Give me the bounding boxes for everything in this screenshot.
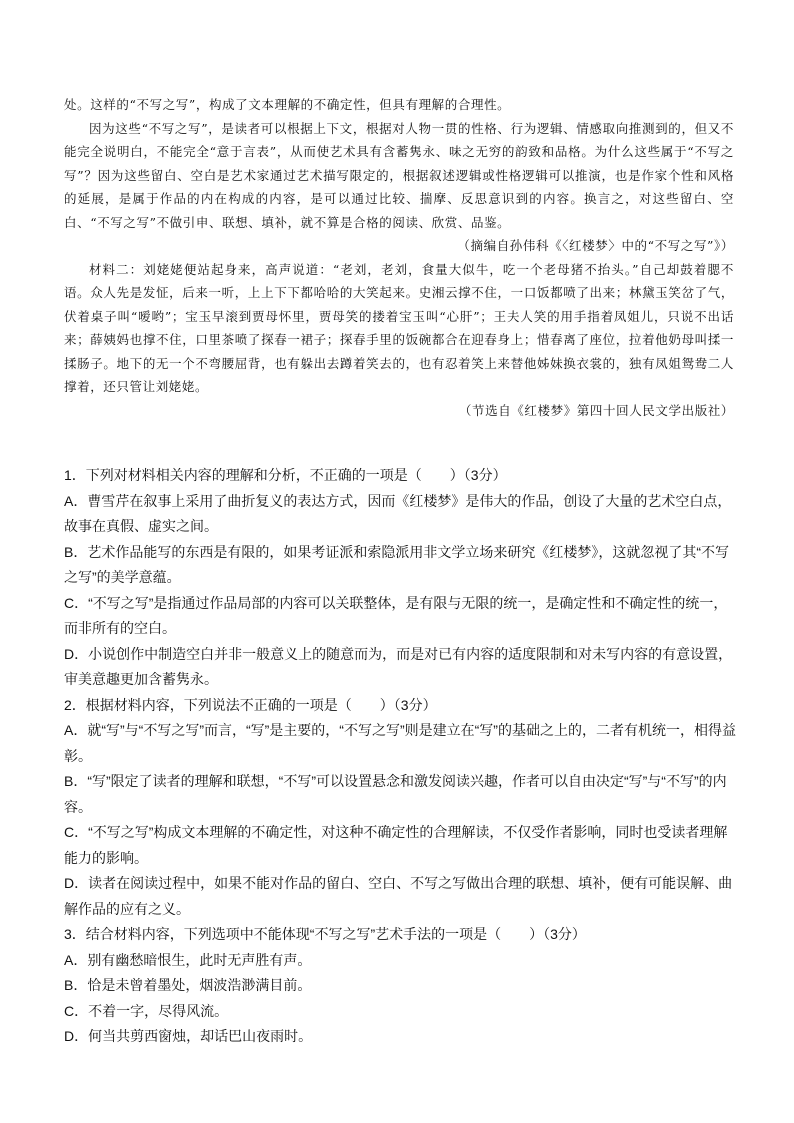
answer-option: D．小说创作中制造空白并非一般意义上的随意而为，而是对已有内容的适度限制和对未写内容的有意设置，审美意趣更加含蓄隽永。	[64, 645, 733, 687]
answer-option: A．就“写”与“不写之写”而言，“写”是主要的，“不写之写”则是建立在“写”的基础之上的，二者有机统一，相得益彰。	[64, 722, 736, 764]
passage-paragraph: 材料二：刘姥姥便站起身来，高声说道：“老刘，老刘，食量大似牛，吃一个老母猪不抬头。”自己却鼓着腮不语。众人先是发怔，后来一听，上上下下都哈哈的大笑起来。史湘云撑不住，一口饭都喷了出来；林黛玉笑岔了气，伏着桌子叫“嗳哟”；宝玉早滚到贾母怀里，贾母笑的搂着宝玉叫“心肝”；王夫人笑的用手指着凤姐儿，只说不出话来；薛姨妈也撑不住，口里茶喷了探春一裙子；探春手里的饭碗都合在迎春身上；惜春离了座位，拉着他奶母叫揉一揉肠子。地下的无一个不弯腰屈背，也有躲出去蹲着笑去的，也有忍着笑上来替他姊妹换衣裳的，独有凤姐鸳鸯二人撑着，还只管让刘姥姥。	[64, 261, 734, 394]
question-stem: 3．结合材料内容，下列选项中不能体现“不写之写”艺术手法的一项是（ ）（3分）	[64, 926, 586, 942]
question	[64, 922, 736, 1050]
answer-option: A．曹雪芹在叙事上采用了曲折复义的表达方式，因而《红楼梦》是伟大的作品，创设了大量的艺术空白点，故事在真假、虚实之间。	[64, 492, 732, 534]
answer-option: D．读者在阅读过程中，如果不能对作品的留白、空白、不写之写做出合理的联想、填补，便有可能误解、曲解作品的应有之义。	[64, 875, 733, 917]
answer-option: D．何当共剪西窗烛，却话巴山夜雨时。	[64, 1028, 313, 1044]
question	[64, 463, 736, 693]
reading-passage	[64, 93, 734, 422]
passage-source: （节选自《红楼梦》第四十回人民文学出版社）	[458, 402, 734, 418]
question-stem: 1．下列对材料相关内容的理解和分析，不正确的一项是（ ）（3分）	[64, 467, 507, 483]
answer-option: C．“不写之写”是指通过作品局部的内容可以关联整体，是有限与无限的统一，是确定性和不确定性的统一，而非所有的空白。	[64, 594, 728, 636]
answer-option: B．“写”限定了读者的理解和联想，“不写”可以设置悬念和激发阅读兴趣，作者可以自由决定“写”与“不写”的内容。	[64, 773, 727, 815]
answer-option: C．不着一字，尽得风流。	[64, 1002, 229, 1019]
answer-option: B．恰是未曾着墨处，烟波浩渺满目前。	[64, 977, 312, 993]
answer-option: A．别有幽愁暗恨生，此时无声胜有声。	[64, 951, 312, 968]
passage-paragraph: 处。这样的“不写之写”，构成了文本理解的不确定性，但具有理解的合理性。	[64, 97, 511, 112]
question-stem: 2．根据材料内容，下列说法不正确的一项是（ ）（3分）	[64, 696, 437, 713]
passage-source: （摘编自孙伟科《〈红楼梦〉中的“不写之写”》）	[457, 238, 734, 253]
question-list	[64, 463, 736, 1050]
answer-option: C．“不写之写”构成文本理解的不确定性，对这种不确定性的合理解读，不仅受作者影响，同时也受读者理解能力的影响。	[64, 824, 728, 866]
answer-option: B．艺术作品能写的东西是有限的，如果考证派和索隐派用非文学立场来研究《红楼梦》，这就忽视了其“不写之写”的美学意蕴。	[64, 543, 729, 585]
passage-paragraph: 因为这些“不写之写”，是读者可以根据上下文，根据对人物一贯的性格、行为逻辑、情感取向推测到的，但又不能完全说明白，不能完全“意于言表”，从而使艺术具有含蓄隽永、味之无穷的韵致和品格。为什么这些属于“不写之写”？因为这些留白、空白是艺术家通过艺术描写限定的，根据叙述逻辑或性格逻辑可以推演，也是作家个性和风格的延展，是属于作品的内在构成的内容，是可以通过比较、揣摩、反思意识到的内容。换言之，对这些留白、空白、“不写之写”不做引申、联想、填补，就不算是合格的阅读、欣赏、品鉴。	[64, 120, 734, 230]
question	[64, 693, 736, 923]
